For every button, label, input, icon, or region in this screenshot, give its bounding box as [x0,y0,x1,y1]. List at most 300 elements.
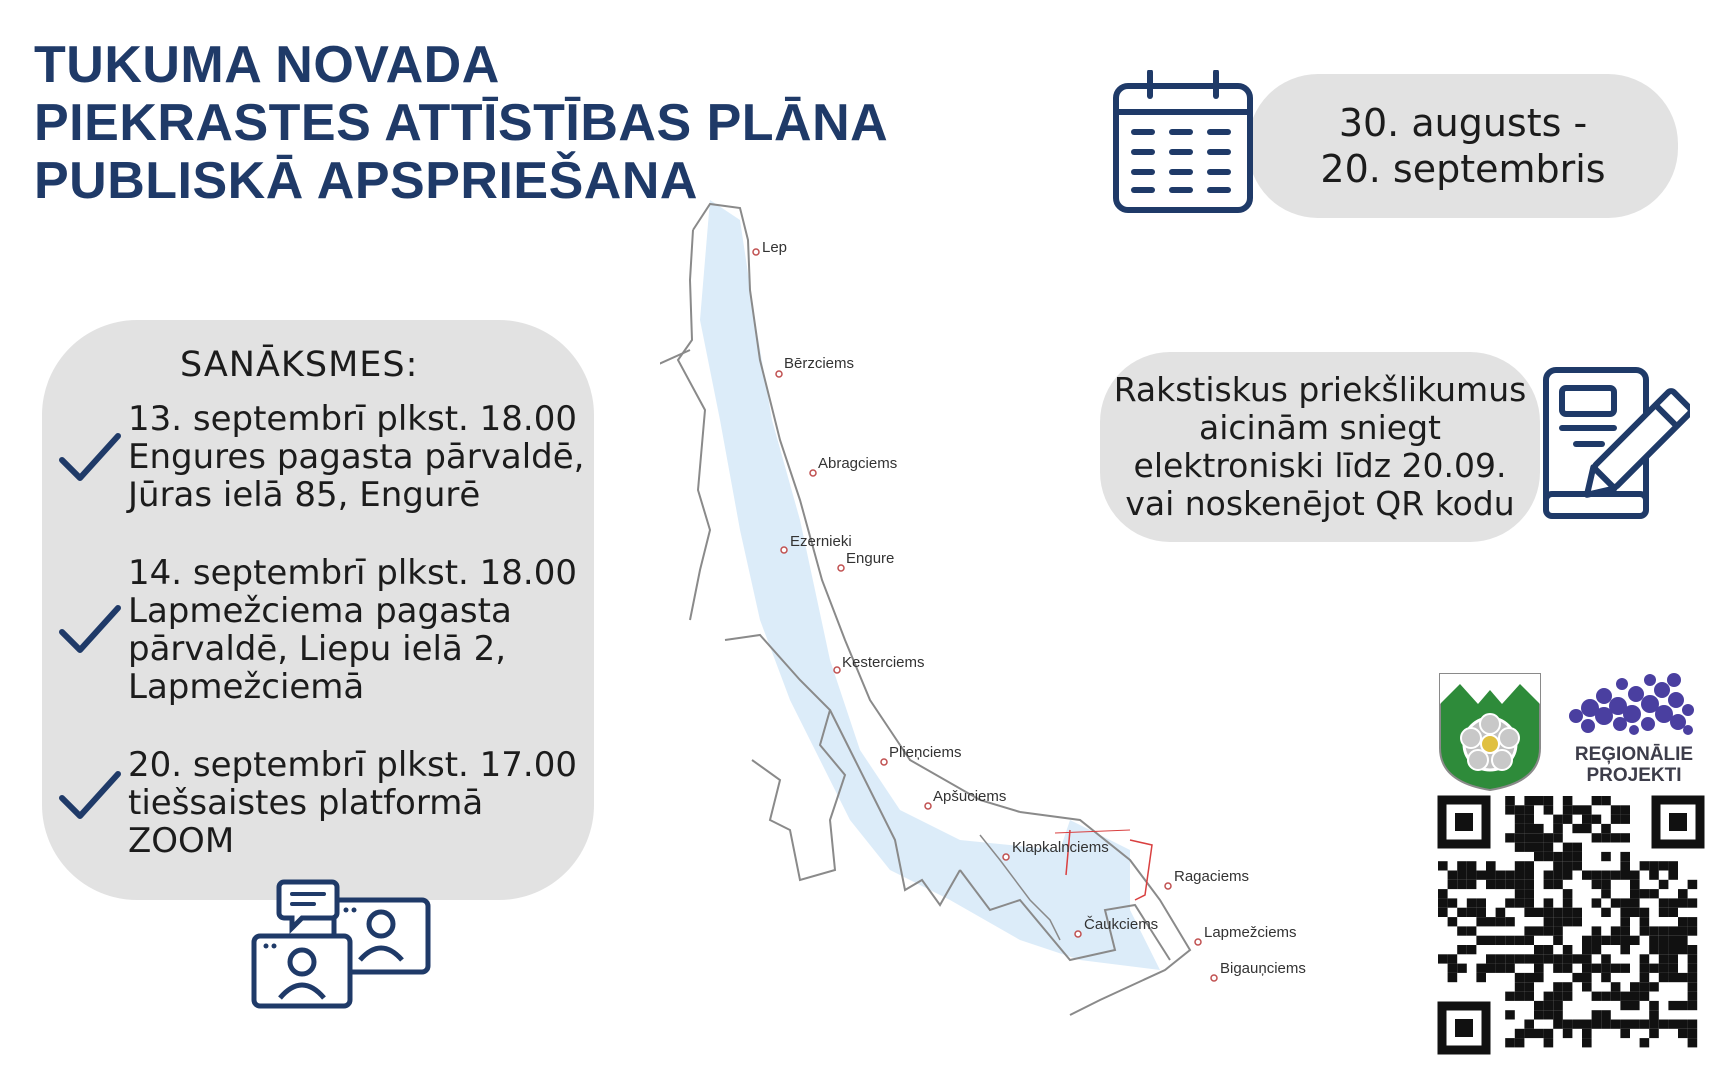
qr-module [1496,871,1506,880]
qr-module [1678,926,1688,935]
qr-module [1592,796,1602,805]
qr-module [1668,1001,1678,1010]
qr-module [1476,871,1486,880]
video-call-icon [250,876,434,1010]
qr-module [1611,992,1621,1001]
qr-module [1601,1010,1611,1019]
qr-module [1553,815,1563,824]
qr-module [1572,917,1582,926]
qr-module [1688,898,1698,907]
qr-module [1611,926,1621,935]
qr-module [1515,898,1525,907]
qr-module [1688,954,1698,963]
meeting-2-place: Lapmežciema pagasta [128,591,512,631]
meeting-1-address: Jūras ielā 85, Engurē [128,475,481,515]
qr-module [1620,926,1630,935]
qr-module [1611,833,1621,842]
qr-module [1515,889,1525,898]
qr-module [1505,833,1515,842]
qr-module [1592,815,1602,824]
qr-module [1476,917,1486,926]
boundary-line [660,350,690,368]
qr-module [1592,1010,1602,1019]
qr-module [1438,954,1448,963]
qr-module [1524,824,1534,833]
qr-module [1630,992,1640,1001]
qr-module [1620,936,1630,945]
qr-module [1572,973,1582,982]
qr-module [1620,992,1630,1001]
qr-module [1572,954,1582,963]
qr-module [1534,908,1544,917]
qr-module [1592,964,1602,973]
qr-module [1630,898,1640,907]
meeting-item-1 [128,400,584,514]
qr-module [1640,889,1650,898]
qr-module [1620,964,1630,973]
qr-module [1467,880,1477,889]
checkmark-icon [58,770,122,820]
qr-module [1649,945,1659,954]
qr-module [1640,982,1650,991]
qr-module [1457,945,1467,954]
qr-module [1544,852,1554,861]
qr-module [1668,1020,1678,1029]
qr-module [1659,926,1669,935]
qr-module [1448,898,1458,907]
qr-module [1476,908,1486,917]
qr-module [1649,964,1659,973]
qr-module [1448,871,1458,880]
qr-module [1688,1001,1698,1010]
qr-module [1563,852,1573,861]
qr-module [1486,964,1496,973]
qr-module [1640,1020,1650,1029]
qr-module [1601,908,1611,917]
qr-module [1630,871,1640,880]
qr-module [1544,1001,1554,1010]
qr-module [1486,871,1496,880]
qr-module [1524,926,1534,935]
qr-module [1611,936,1621,945]
place-dot [753,249,759,255]
qr-module [1524,871,1534,880]
qr-module [1496,936,1506,945]
qr-code[interactable] [1436,794,1706,1056]
qr-module [1544,805,1554,814]
qr-module [1553,861,1563,870]
qr-module [1678,973,1688,982]
place-dot [1075,931,1081,937]
qr-module [1515,880,1525,889]
qr-module [1524,982,1534,991]
qr-module [1601,833,1611,842]
qr-module [1563,964,1573,973]
qr-module [1611,964,1621,973]
meeting-item-3 [128,746,577,860]
qr-module [1486,917,1496,926]
qr-module [1515,973,1525,982]
place-label: Ragaciems [1174,868,1250,885]
qr-module [1524,1020,1534,1029]
meeting-3-time: 20. septembrī plkst. 17.00 [128,745,577,785]
qr-module [1438,889,1448,898]
qr-module [1668,936,1678,945]
qr-module [1486,954,1496,963]
qr-module [1534,973,1544,982]
regional-projects-line-1: REĢIONĀLIE [1574,744,1694,765]
qr-module [1582,824,1592,833]
qr-module [1649,861,1659,870]
qr-module [1640,992,1650,1001]
zone-marker-right [1130,840,1152,900]
place-label: Apšuciems [933,788,1007,805]
qr-module [1601,824,1611,833]
qr-module [1688,964,1698,973]
qr-module [1630,936,1640,945]
qr-module [1620,1029,1630,1038]
qr-module [1544,917,1554,926]
qr-module [1659,1020,1669,1029]
qr-module [1630,889,1640,898]
place-label: Ezernieki [790,533,852,550]
regional-projects-line-2: PROJEKTI [1586,765,1682,786]
place-label: Plieņciems [889,744,962,761]
qr-module [1620,917,1630,926]
qr-module [1572,1020,1582,1029]
qr-module [1620,815,1630,824]
qr-module [1668,898,1678,907]
qr-module [1505,796,1515,805]
qr-module [1611,898,1621,907]
qr-module [1534,833,1544,842]
place-label: Engure [846,550,895,567]
qr-module [1505,880,1515,889]
qr-module [1678,945,1688,954]
place-label: Lapmežciems [1204,924,1297,941]
qr-module [1553,824,1563,833]
qr-module [1544,1029,1554,1038]
qr-module [1582,945,1592,954]
qr-module [1534,954,1544,963]
qr-module [1457,861,1467,870]
qr-module [1515,815,1525,824]
qr-module [1630,1001,1640,1010]
meeting-2-time: 14. septembrī plkst. 18.00 [128,553,577,593]
place-label: Abragciems [818,455,898,472]
qr-module [1505,964,1515,973]
qr-module [1601,954,1611,963]
qr-module [1688,1029,1698,1038]
qr-module [1515,992,1525,1001]
qr-module [1496,954,1506,963]
qr-module [1524,908,1534,917]
calendar-icon [1110,70,1260,218]
qr-module [1505,954,1515,963]
date-range-pill [1248,74,1678,218]
place-dot [1003,854,1009,860]
qr-module [1467,926,1477,935]
qr-module [1476,898,1486,907]
qr-module [1582,805,1592,814]
qr-module [1668,908,1678,917]
qr-module [1524,889,1534,898]
submission-line-1: Rakstiskus priekšlikumus [1113,370,1527,409]
qr-module [1601,796,1611,805]
place-dot [838,565,844,571]
qr-module [1505,917,1515,926]
qr-module [1524,805,1534,814]
qr-module [1438,898,1448,907]
qr-module [1592,871,1602,880]
qr-module [1611,815,1621,824]
qr-module [1649,1010,1659,1019]
place-dot [1195,939,1201,945]
qr-module [1678,936,1688,945]
qr-module [1582,973,1592,982]
meetings-heading: SANĀKSMES: [180,345,419,385]
qr-module [1592,833,1602,842]
qr-module [1544,954,1554,963]
qr-module [1611,1020,1621,1029]
meeting-3-place: tiešsaistes platformā [128,783,484,823]
qr-module [1486,880,1496,889]
meeting-2-address: pārvaldē, Liepu ielā 2, [128,629,507,669]
qr-module [1611,871,1621,880]
title-line-1: TUKUMA NOVADA [34,36,500,94]
date-start: 30. augusts - [1338,101,1588,145]
qr-module [1640,908,1650,917]
qr-module [1563,982,1573,991]
regional-projects-logo-icon [1566,668,1696,742]
qr-module [1630,880,1640,889]
qr-module [1544,833,1554,842]
qr-module [1640,917,1650,926]
qr-module [1563,871,1573,880]
qr-module [1457,908,1467,917]
qr-module [1649,889,1659,898]
qr-module [1563,1020,1573,1029]
qr-module [1534,1029,1544,1038]
qr-module [1668,861,1678,870]
qr-module [1572,805,1582,814]
qr-module [1534,824,1544,833]
qr-module [1563,898,1573,907]
qr-module [1582,871,1592,880]
qr-module [1659,945,1669,954]
qr-module [1688,880,1698,889]
qr-module [1572,843,1582,852]
qr-module [1688,1020,1698,1029]
date-end: 20. septembris [1320,147,1606,191]
qr-module [1448,880,1458,889]
qr-module [1476,936,1486,945]
title-line-3: PUBLISKĀ APSPRIEŠANA [34,152,698,210]
qr-module [1505,936,1515,945]
qr-module [1496,964,1506,973]
qr-module [1649,1020,1659,1029]
qr-module [1611,982,1621,991]
qr-module [1515,871,1525,880]
qr-module [1534,1010,1544,1019]
qr-module [1688,945,1698,954]
qr-module [1582,1029,1592,1038]
qr-module [1544,880,1554,889]
qr-module [1620,871,1630,880]
place-label: Čaukciems [1084,916,1159,933]
qr-module [1630,908,1640,917]
qr-module [1640,926,1650,935]
qr-module [1688,992,1698,1001]
place-dot [810,470,816,476]
qr-module [1524,861,1534,870]
qr-module [1524,815,1534,824]
qr-module [1582,815,1592,824]
place-label: Kesterciems [842,654,925,671]
qr-module [1563,805,1573,814]
qr-module [1553,936,1563,945]
qr-module [1649,871,1659,880]
qr-module [1553,1010,1563,1019]
qr-module [1620,898,1630,907]
qr-module [1592,898,1602,907]
meeting-2-town: Lapmežciemā [128,667,365,707]
place-dot [1211,975,1217,981]
qr-module [1572,852,1582,861]
qr-module [1534,852,1544,861]
qr-module [1467,898,1477,907]
place-dot [925,803,931,809]
qr-module [1601,852,1611,861]
qr-module [1649,926,1659,935]
qr-module [1553,833,1563,842]
page-title [34,36,888,210]
qr-module [1649,982,1659,991]
qr-module [1534,926,1544,935]
qr-module [1659,898,1669,907]
qr-module [1659,954,1669,963]
qr-module [1448,954,1458,963]
qr-module [1486,936,1496,945]
qr-module [1544,992,1554,1001]
qr-module [1640,861,1650,870]
qr-module [1505,1038,1515,1047]
qr-module [1515,982,1525,991]
qr-module [1553,880,1563,889]
qr-module [1563,796,1573,805]
place-label: Bigauņciems [1220,960,1306,977]
qr-module [1611,805,1621,814]
qr-module [1505,871,1515,880]
qr-module [1553,1001,1563,1010]
qr-module [1659,880,1669,889]
qr-module [1534,843,1544,852]
qr-module [1649,1029,1659,1038]
qr-module [1592,992,1602,1001]
qr-module [1486,861,1496,870]
qr-module [1601,871,1611,880]
qr-module [1515,936,1525,945]
qr-module [1438,861,1448,870]
qr-module [1438,908,1448,917]
qr-module [1659,861,1669,870]
checkmark-icon [58,604,122,654]
qr-module [1592,926,1602,935]
qr-module [1659,973,1669,982]
qr-module [1553,1020,1563,1029]
qr-module [1563,945,1573,954]
qr-module [1515,843,1525,852]
qr-module [1563,889,1573,898]
meeting-item-2 [128,554,577,706]
qr-module [1620,805,1630,814]
coastline-map [660,200,1320,1030]
qr-module [1553,908,1563,917]
qr-module [1457,871,1467,880]
qr-module [1524,973,1534,982]
qr-module [1582,936,1592,945]
qr-module [1505,898,1515,907]
qr-module [1553,954,1563,963]
qr-module [1582,954,1592,963]
qr-module [1572,824,1582,833]
qr-module [1668,964,1678,973]
qr-module [1563,954,1573,963]
title-line-2: PIEKRASTES ATTĪSTĪBAS PLĀNA [34,94,889,152]
qr-module [1515,1038,1525,1047]
qr-module [1476,964,1486,973]
qr-module [1496,917,1506,926]
qr-module [1678,1001,1688,1010]
qr-module [1467,871,1477,880]
qr-module [1563,1029,1573,1038]
qr-module [1620,852,1630,861]
qr-module [1553,871,1563,880]
qr-module [1563,861,1573,870]
qr-module [1496,880,1506,889]
place-dot [881,759,887,765]
qr-module [1659,936,1669,945]
qr-module [1505,992,1515,1001]
qr-module [1553,852,1563,861]
qr-module [1668,973,1678,982]
qr-module [1544,843,1554,852]
qr-module [1544,796,1554,805]
qr-module [1534,964,1544,973]
qr-module [1563,917,1573,926]
qr-module [1524,880,1534,889]
qr-module [1678,1020,1688,1029]
qr-module [1678,917,1688,926]
qr-module [1640,1038,1650,1047]
place-dot [776,371,782,377]
qr-module [1630,1020,1640,1029]
qr-module [1534,796,1544,805]
place-dot [781,547,787,553]
qr-module [1659,908,1669,917]
qr-module [1668,945,1678,954]
qr-module [1601,936,1611,945]
qr-module [1553,917,1563,926]
qr-module [1524,1029,1534,1038]
qr-module [1582,1020,1592,1029]
qr-module [1592,880,1602,889]
submission-line-3: elektroniski līdz 20.09. [1133,446,1507,485]
place-label: Lep [762,239,788,256]
qr-module [1640,954,1650,963]
qr-module [1659,964,1669,973]
qr-module [1563,992,1573,1001]
